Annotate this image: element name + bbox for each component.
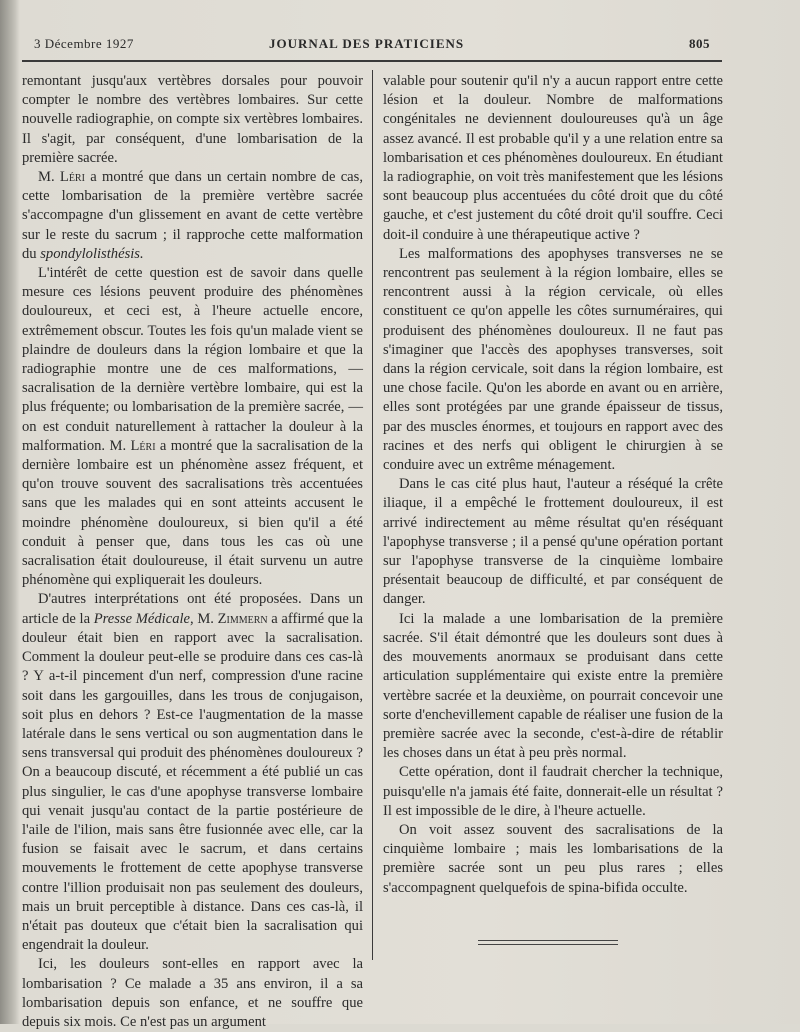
text-run: a montré que la sacralisation de la dernière lombaire est un phénomène assez fréquent, et qu'on trouve souvent des sacralisations très accentuées sans que les malades qui en sont atteints accusent le moindre phénomène douloureux, si bien qu'il a été conduit à penser que, dans tous les cas où une sacralisation était douloureuse, il était survenu un autre phénomène qui expliquerait les douleurs. [22,437,363,589]
text-run: a affirmé que la douleur était bien en rapport avec la sacralisation. Comment la douleur peut-elle se produire dans ces cas-là ? Y a-t-il pincement d'un nerf, compression d'une racine soit dans les gargouilles, dans les trous de conjugaison, soit plus en dehors ? Est-ce l'augmentation de la masse latérale dans le sens vertical ou son augmentation dans le sens transversal qui produit des phénomènes douloureux ? On a beaucoup discuté, et récemment a été publié un cas plus singulier, le cas d'une apophyse transverse lombaire qui venait jusqu'au contact de la partie postérieure de l'aile de l'ilion, mais sans être fusionnée avec elle, car la fusion se faisait avec le sacrum, et dans certains mouvements le frottement de cette apophyse transverse contre l'illion produisait non pas seulement des douleurs, mais un bruit perceptible à distance. Dans ces cas-là, il n'était pas douteux que c'était bien la sacralisation qui engendrait la douleur. [22,610,363,954]
paragraph: Dans le cas cité plus haut, l'auteur a réséqué la crête iliaque, il a empêché le frottement douloureux, il est arrivé indirectement au même résultat qu'en réséquant l'apophyse transverse ; il a pensé qu'une opération portant sur l'apophyse transverse de la cinquième lombaire présentait beaucoup de difficulté, et par conséquent de danger. [383,476,723,608]
paragraph [22,264,363,590]
article-end-rule [478,940,618,945]
header-date: 3 Décembre 1927 [34,36,134,51]
header-rule [22,60,722,62]
text-run: D'autres interprétations ont été proposées. Dans un article de la [22,591,363,627]
text-run: L'intérêt de cette question est de savoir dans quelle mesure ces lésions peuvent produire des phénomènes douloureux, et ceci est, à l'heure actuelle encore, extrêmement obscur. Toutes les fois qu'un malade vient se plaindre de douleurs dans la région lombaire et que la radiographie montre une de ces malformations, — sacralisation de la dernière vertèbre lombaire, qui est la plus fréquente; ou lombarisation de la première sacrée, — on est conduit naturellement à rattacher la douleur à la malformation. M. [22,265,363,454]
left-column [22,72,363,1032]
paragraph: valable pour soutenir qu'il n'y a aucun rapport entre cette lésion et la douleur. Nombre de malformations congénitales ne deviennent douloureuses qu'à un âge assez avancé. Il est probable qu'il y a une relation entre sa lombarisation et ces phénomènes douloureux. En étudiant la radiographie, on voit très manifestement que les lésions sont beaucoup plus accentuées du côté droit que du côté gauche, et c'est justement du côté droit qu'il souffre. Ceci doit-il conduire à une thérapeutique active ? [383,73,723,243]
paragraph [22,168,363,264]
paragraph: Cette opération, dont il faudrait chercher la technique, puisqu'elle n'a jamais été faite, donnerait-elle un résultat ? Il est impossible de le dire, à l'heure actuelle. [383,764,723,819]
paragraph: Ici, les douleurs sont-elles en rapport avec la lombarisation ? Ce malade a 35 ans environ, il a sa lombarisation depuis son enfance, et ne souffre que depuis six mois. Ce n'est pas un argument [22,956,363,1030]
paragraph [22,590,363,955]
column-divider [372,70,373,960]
paragraph: Les malformations des apophyses transverses ne se rencontrent pas seulement à la région lombaire, elles se rencontrent aussi à la région cervicale, où elles constituent ce qu'on appelle les côtes surnuméraires, qui produisent des phénomènes douloureux. Il ne faut pas s'imaginer que l'accès des apophyses transverses, soit dans la région cervicale, soit dans la région lombaire, est une chose facile. Qu'on les aborde en avant ou en arrière, elles sont protégées par une grande épaisseur de tissus, par des muscles énormes, et toujours en rapport avec des racines et des nerfs qui obligent le chirurgien à se conduire avec un extrême ménagement. [383,245,723,474]
running-header [34,36,710,54]
paragraph: On voit assez souvent des sacralisations de la cinquième lombaire ; mais les lombarisations de la première sacrée sont un peu plus rares ; elles s'accompagnent quelquefois de spina-bifida occulte. [383,821,723,896]
text-run: M. [38,169,60,186]
author-name: Léri [59,169,85,186]
right-column [383,72,723,898]
header-page-number: 805 [689,36,710,51]
text-run: , M. [190,610,218,627]
journal-citation: Presse Médicale [93,610,191,627]
paragraph: Ici la malade a une lombarisation de la première sacrée. S'il était démontré que les douleurs sont dues à des mouvements anormaux se produisant dans cette articulation supplémentaire qui existe entre la première vertèbre sacrée et la deuxième, on pourrait concevoir une sorte d'enchevillement capable de réaliser une fusion de la première sacrée avec la seconde, c'est-à-dire de rétablir les choses dans un état à peu près normal. [383,610,723,762]
header-journal-title: JOURNAL DES PRATICIENS [269,36,465,51]
binding-gutter [0,0,20,1024]
author-name: Léri [130,437,156,454]
medical-term: spondylolisthésis. [40,245,144,262]
text-run: a montré que dans un certain nombre de cas, cette lombarisation de la première vertèbre sacrée s'accompagne d'un glissement en avant de cette vertèbre sur le reste du sacrum ; il rapproche cette malformation du [22,169,363,262]
author-name: Zimmern [217,610,268,627]
paragraph: remontant jusqu'aux vertèbres dorsales pour pouvoir compter le nombre des vertèbres lombaires. Sur cette nouvelle radiographie, on compte six vertèbres lombaires. Il s'agit, par conséquent, d'une lombarisation de la première sacrée. [22,73,363,166]
